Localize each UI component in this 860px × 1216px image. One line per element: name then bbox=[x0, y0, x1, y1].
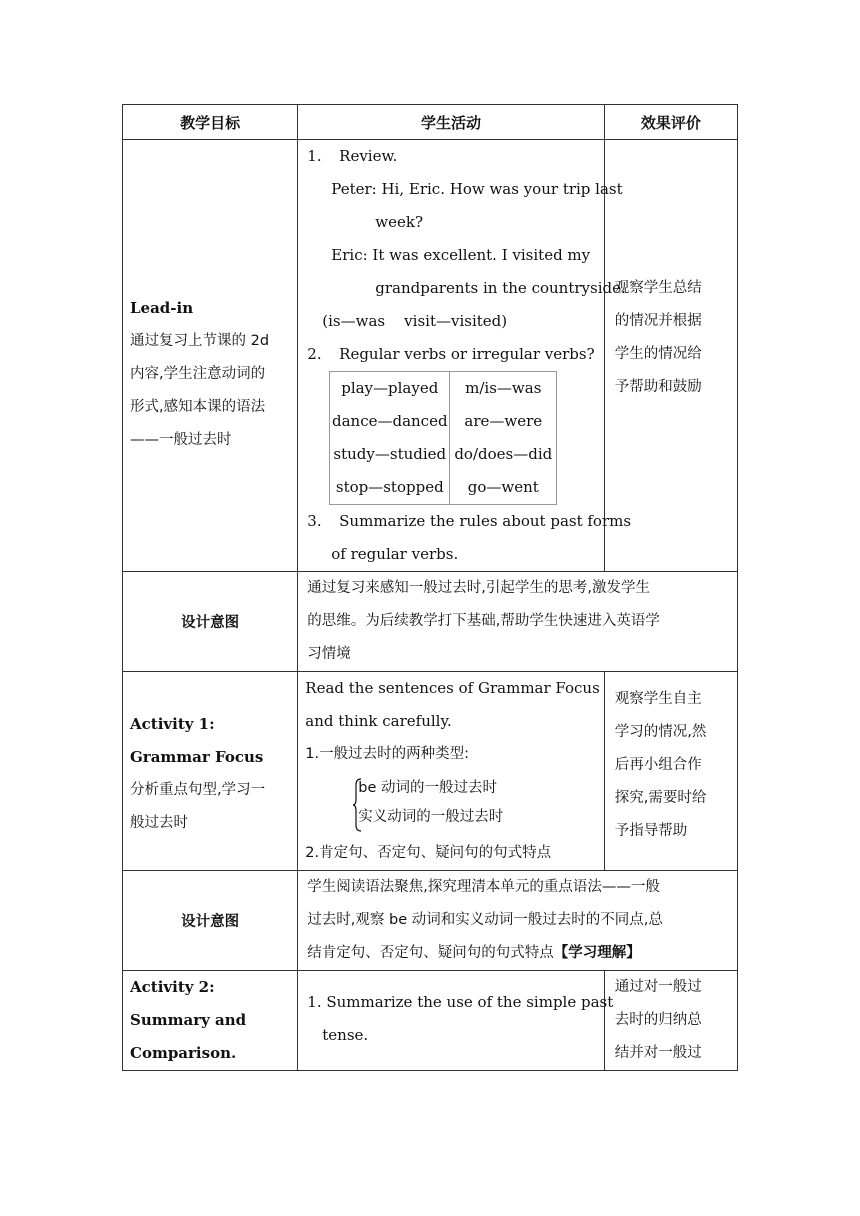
table-row-lead-in bbox=[123, 140, 738, 572]
activity-1-subtitle: Grammar Focus bbox=[130, 748, 264, 766]
activity-1-activity-cell bbox=[298, 672, 604, 871]
header-goal: 教学目标 bbox=[123, 105, 298, 140]
lead-in-eval-4: 予帮助和鼓励 bbox=[614, 378, 702, 395]
activity-2-goal-cell bbox=[123, 971, 298, 1071]
activity-2-eval-1: 通过对一般过 bbox=[614, 979, 702, 995]
activity-1-goal-cell bbox=[123, 672, 298, 871]
design-intent-1-line-3: 习情境 bbox=[307, 646, 351, 662]
activity-1-eval-3: 后再小组合作 bbox=[614, 756, 702, 773]
past-tense-types bbox=[358, 771, 603, 837]
lead-in-desc-4: ——一般过去时 bbox=[130, 432, 232, 448]
regular-verbs-column bbox=[330, 372, 450, 505]
table-row-activity-2 bbox=[123, 971, 738, 1071]
item-3-number: 3. bbox=[307, 512, 322, 530]
item-3-text-cont: of regular verbs. bbox=[331, 545, 459, 563]
design-intent-label-2: 设计意图 bbox=[123, 871, 298, 971]
lead-in-desc-1: 通过复习上节课的 2d bbox=[130, 333, 270, 349]
type-action-verb: 实义动词的一般过去时 bbox=[358, 809, 504, 825]
learning-tag: 【学习理解】 bbox=[553, 945, 641, 961]
design-intent-2-line-2: 过去时,观察 be 动词和实义动词一般过去时的不同点,总 bbox=[307, 912, 663, 928]
activity-2-title-1: Activity 2: bbox=[130, 978, 215, 996]
type-be-verb: be 动词的一般过去时 bbox=[358, 780, 498, 796]
activity-2-activity-cell bbox=[298, 971, 614, 1071]
lesson-plan-table bbox=[122, 104, 738, 1071]
item-1-number: 1. bbox=[307, 147, 322, 165]
activity-2-eval-2: 去时的归纳总 bbox=[614, 1012, 702, 1028]
activity-1-title: Activity 1: bbox=[130, 715, 215, 733]
dialogue-eric-2: grandparents in the countryside. bbox=[375, 279, 626, 297]
table-row-activity-1 bbox=[123, 672, 738, 871]
table-row-design-intent-1 bbox=[123, 572, 738, 672]
header-evaluation: 效果评价 bbox=[604, 105, 737, 140]
irregular-verb: go—went bbox=[467, 478, 539, 496]
regular-verb: study—studied bbox=[333, 445, 447, 463]
design-intent-text-1 bbox=[298, 572, 738, 672]
irregular-verbs-column bbox=[450, 372, 557, 505]
activity-1-desc-1: 分析重点句型,学习一 bbox=[130, 782, 266, 798]
lead-in-desc-2: 内容,学生注意动词的 bbox=[130, 366, 266, 382]
table-row-design-intent-2 bbox=[123, 871, 738, 971]
lead-in-eval-2: 的情况并根据 bbox=[614, 312, 702, 329]
activity-1-desc-2: 般过去时 bbox=[130, 815, 188, 831]
dialogue-eric-1: Eric: It was excellent. I visited my bbox=[331, 246, 591, 264]
irregular-verb: are—were bbox=[464, 412, 543, 430]
lead-in-desc-3: 形式,感知本课的语法 bbox=[130, 399, 266, 415]
left-brace-icon bbox=[352, 778, 362, 832]
activity-2-line-2: tense. bbox=[322, 1025, 369, 1044]
design-intent-1-line-2: 的思维。为后续教学打下基础,帮助学生快速进入英语学 bbox=[307, 613, 660, 629]
header-activity: 学生活动 bbox=[298, 105, 604, 140]
verbs-table bbox=[329, 371, 557, 505]
activity-1-eval-cell bbox=[604, 672, 737, 871]
lead-in-eval-1: 观察学生总结 bbox=[614, 279, 702, 296]
item-2-text: Regular verbs or irregular verbs? bbox=[339, 345, 595, 363]
table-header-row bbox=[123, 105, 738, 140]
item-1-text: Review. bbox=[339, 147, 398, 165]
design-intent-2-line-1: 学生阅读语法聚焦,探究理清本单元的重点语法——一般 bbox=[307, 879, 660, 895]
activity-1-eval-4: 探究,需要时给 bbox=[614, 789, 707, 806]
lead-in-goal-cell bbox=[123, 140, 298, 572]
activity-1-line-1: Read the sentences of Grammar Focus bbox=[305, 679, 600, 697]
item-3-text: Summarize the rules about past forms bbox=[339, 512, 632, 530]
dialogue-peter-2: week? bbox=[375, 213, 424, 231]
lead-in-activity-cell bbox=[298, 140, 632, 572]
activity-1-eval-1: 观察学生自主 bbox=[614, 690, 702, 707]
activity-2-line-1: 1. Summarize the use of the simple past bbox=[307, 992, 614, 1011]
activity-2-eval-3: 结并对一般过 bbox=[614, 1045, 702, 1061]
activity-1-line-4: 2.肯定句、否定句、疑问句的句式特点 bbox=[305, 845, 552, 861]
irregular-verb: m/is—was bbox=[465, 379, 542, 397]
verb-forms-example: (is—was visit—visited) bbox=[322, 312, 508, 330]
lead-in-title: Lead-in bbox=[130, 299, 194, 317]
activity-1-line-3: 1.一般过去时的两种类型: bbox=[305, 746, 470, 762]
activity-1-eval-2: 学习的情况,然 bbox=[614, 723, 707, 740]
activity-2-eval-cell bbox=[604, 971, 737, 1071]
regular-verb: play—played bbox=[341, 379, 439, 397]
activity-1-eval-5: 予指导帮助 bbox=[614, 822, 688, 839]
activity-2-title-2: Summary and bbox=[130, 1011, 247, 1029]
regular-verb: stop—stopped bbox=[335, 478, 444, 496]
item-2-number: 2. bbox=[307, 345, 322, 363]
design-intent-text-2 bbox=[298, 871, 738, 971]
activity-1-line-2: and think carefully. bbox=[305, 712, 452, 730]
regular-verb: dance—danced bbox=[331, 412, 448, 430]
lead-in-eval-3: 学生的情况给 bbox=[614, 345, 702, 362]
activity-2-title-3: Comparison. bbox=[130, 1044, 237, 1062]
lead-in-eval-cell bbox=[604, 140, 737, 572]
dialogue-peter-1: Peter: Hi, Eric. How was your trip last bbox=[331, 180, 623, 198]
design-intent-1-line-1: 通过复习来感知一般过去时,引起学生的思考,激发学生 bbox=[307, 580, 650, 596]
design-intent-label-1: 设计意图 bbox=[123, 572, 298, 672]
design-intent-2-line-3: 结肯定句、否定句、疑问句的句式特点 bbox=[307, 945, 554, 961]
irregular-verb: do/does—did bbox=[454, 445, 553, 463]
